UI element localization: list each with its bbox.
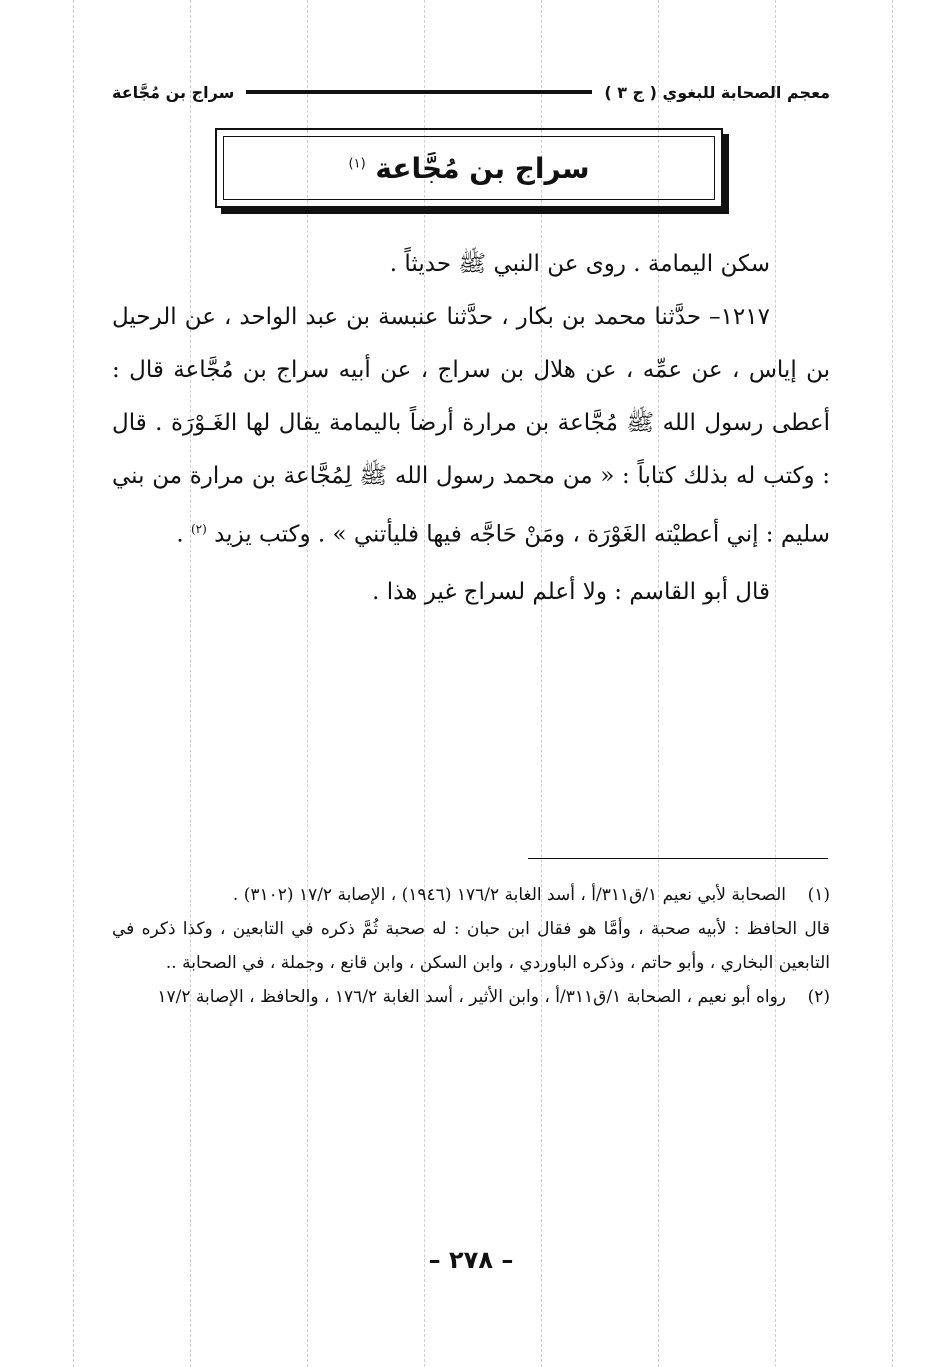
closing-paragraph: قال أبو القاسم : ولا أعلم لسراج غير هذا . (372, 578, 770, 605)
footnote-2 (112, 980, 830, 1014)
footnotes (112, 878, 830, 1014)
footnote-1-sources: الصحابة لأبي نعيم ١/ق٣١١/أ ، أسد الغابة ١٧٦/٢ (١٩٤٦) ، الإصابة ١٧/٢ (٣١٠٢) . (232, 885, 786, 905)
hadith-paragraph (112, 291, 830, 562)
footnote-1 (112, 878, 830, 912)
header-book-title: معجم الصحابة للبغوي ( ج ٣ ) (604, 82, 830, 102)
body-text (112, 238, 830, 619)
footnote-number: (١) (807, 885, 830, 905)
header-rule (246, 90, 592, 94)
entry-title (349, 152, 590, 185)
entry-title-box (215, 128, 723, 208)
footnote-marker-1: (١) (348, 156, 366, 172)
footnote-marker-2: (٢) (190, 522, 207, 536)
page-number: – ٢٧٨ – (428, 1246, 514, 1274)
footnote-1-comment: قال الحافظ : لأبيه صحبة ، وأمَّا هو فقال ابن حبان : له صحبة ثُمَّ ذكره في التابعين ، وكذا ذكره في التابعين البخاري ، وأبو حاتم ، وذكره الباوردي ، وابن السكن ، وابن قانع ، وجملة ، في الصحابة .. (112, 919, 830, 973)
running-header (112, 80, 830, 104)
header-entry-name: سراج بن مُجَّاعة (112, 82, 235, 102)
hadith-text: ١٢١٧– حدَّثنا محمد بن بكار ، حدَّثنا عنبسة بن عبد الواحد ، عن الرحيل بن إياس ، عن عمِّه ، عن هلال بن سراج ، عن أبيه سراج بن مُجَّاعة قال : أعطى رسول الله ﷺ مُجَّاعة بن مرارة أرضاً باليمامة يقال لها الغَـوْرَة . قال : وكتب له بذلك كتاباً : « من محمد رسول الله ﷺ لِمُجَّاعة بن مرارة من بني سليم : إني أعطيْته الغَوْرَة ، ومَنْ حَاجَّه فيها فليأتني » . وكتب يزيد (112, 304, 830, 548)
footnote-separator (528, 858, 828, 859)
footnote-2-sources: رواه أبو نعيم ، الصحابة ١/ق٣١١/أ ، وابن الأثير ، أسد الغابة ١٧٦/٢ ، والحافظ ، الإصابة ١٧/٢ (157, 987, 786, 1007)
entry-title-text: سراج بن مُجَّاعة (375, 151, 590, 185)
hadith-end: . (176, 521, 191, 548)
intro-paragraph: سكن اليمامة . روى عن النبي ﷺ حديثاً . (389, 251, 770, 277)
footnote-number: (٢) (807, 987, 830, 1007)
